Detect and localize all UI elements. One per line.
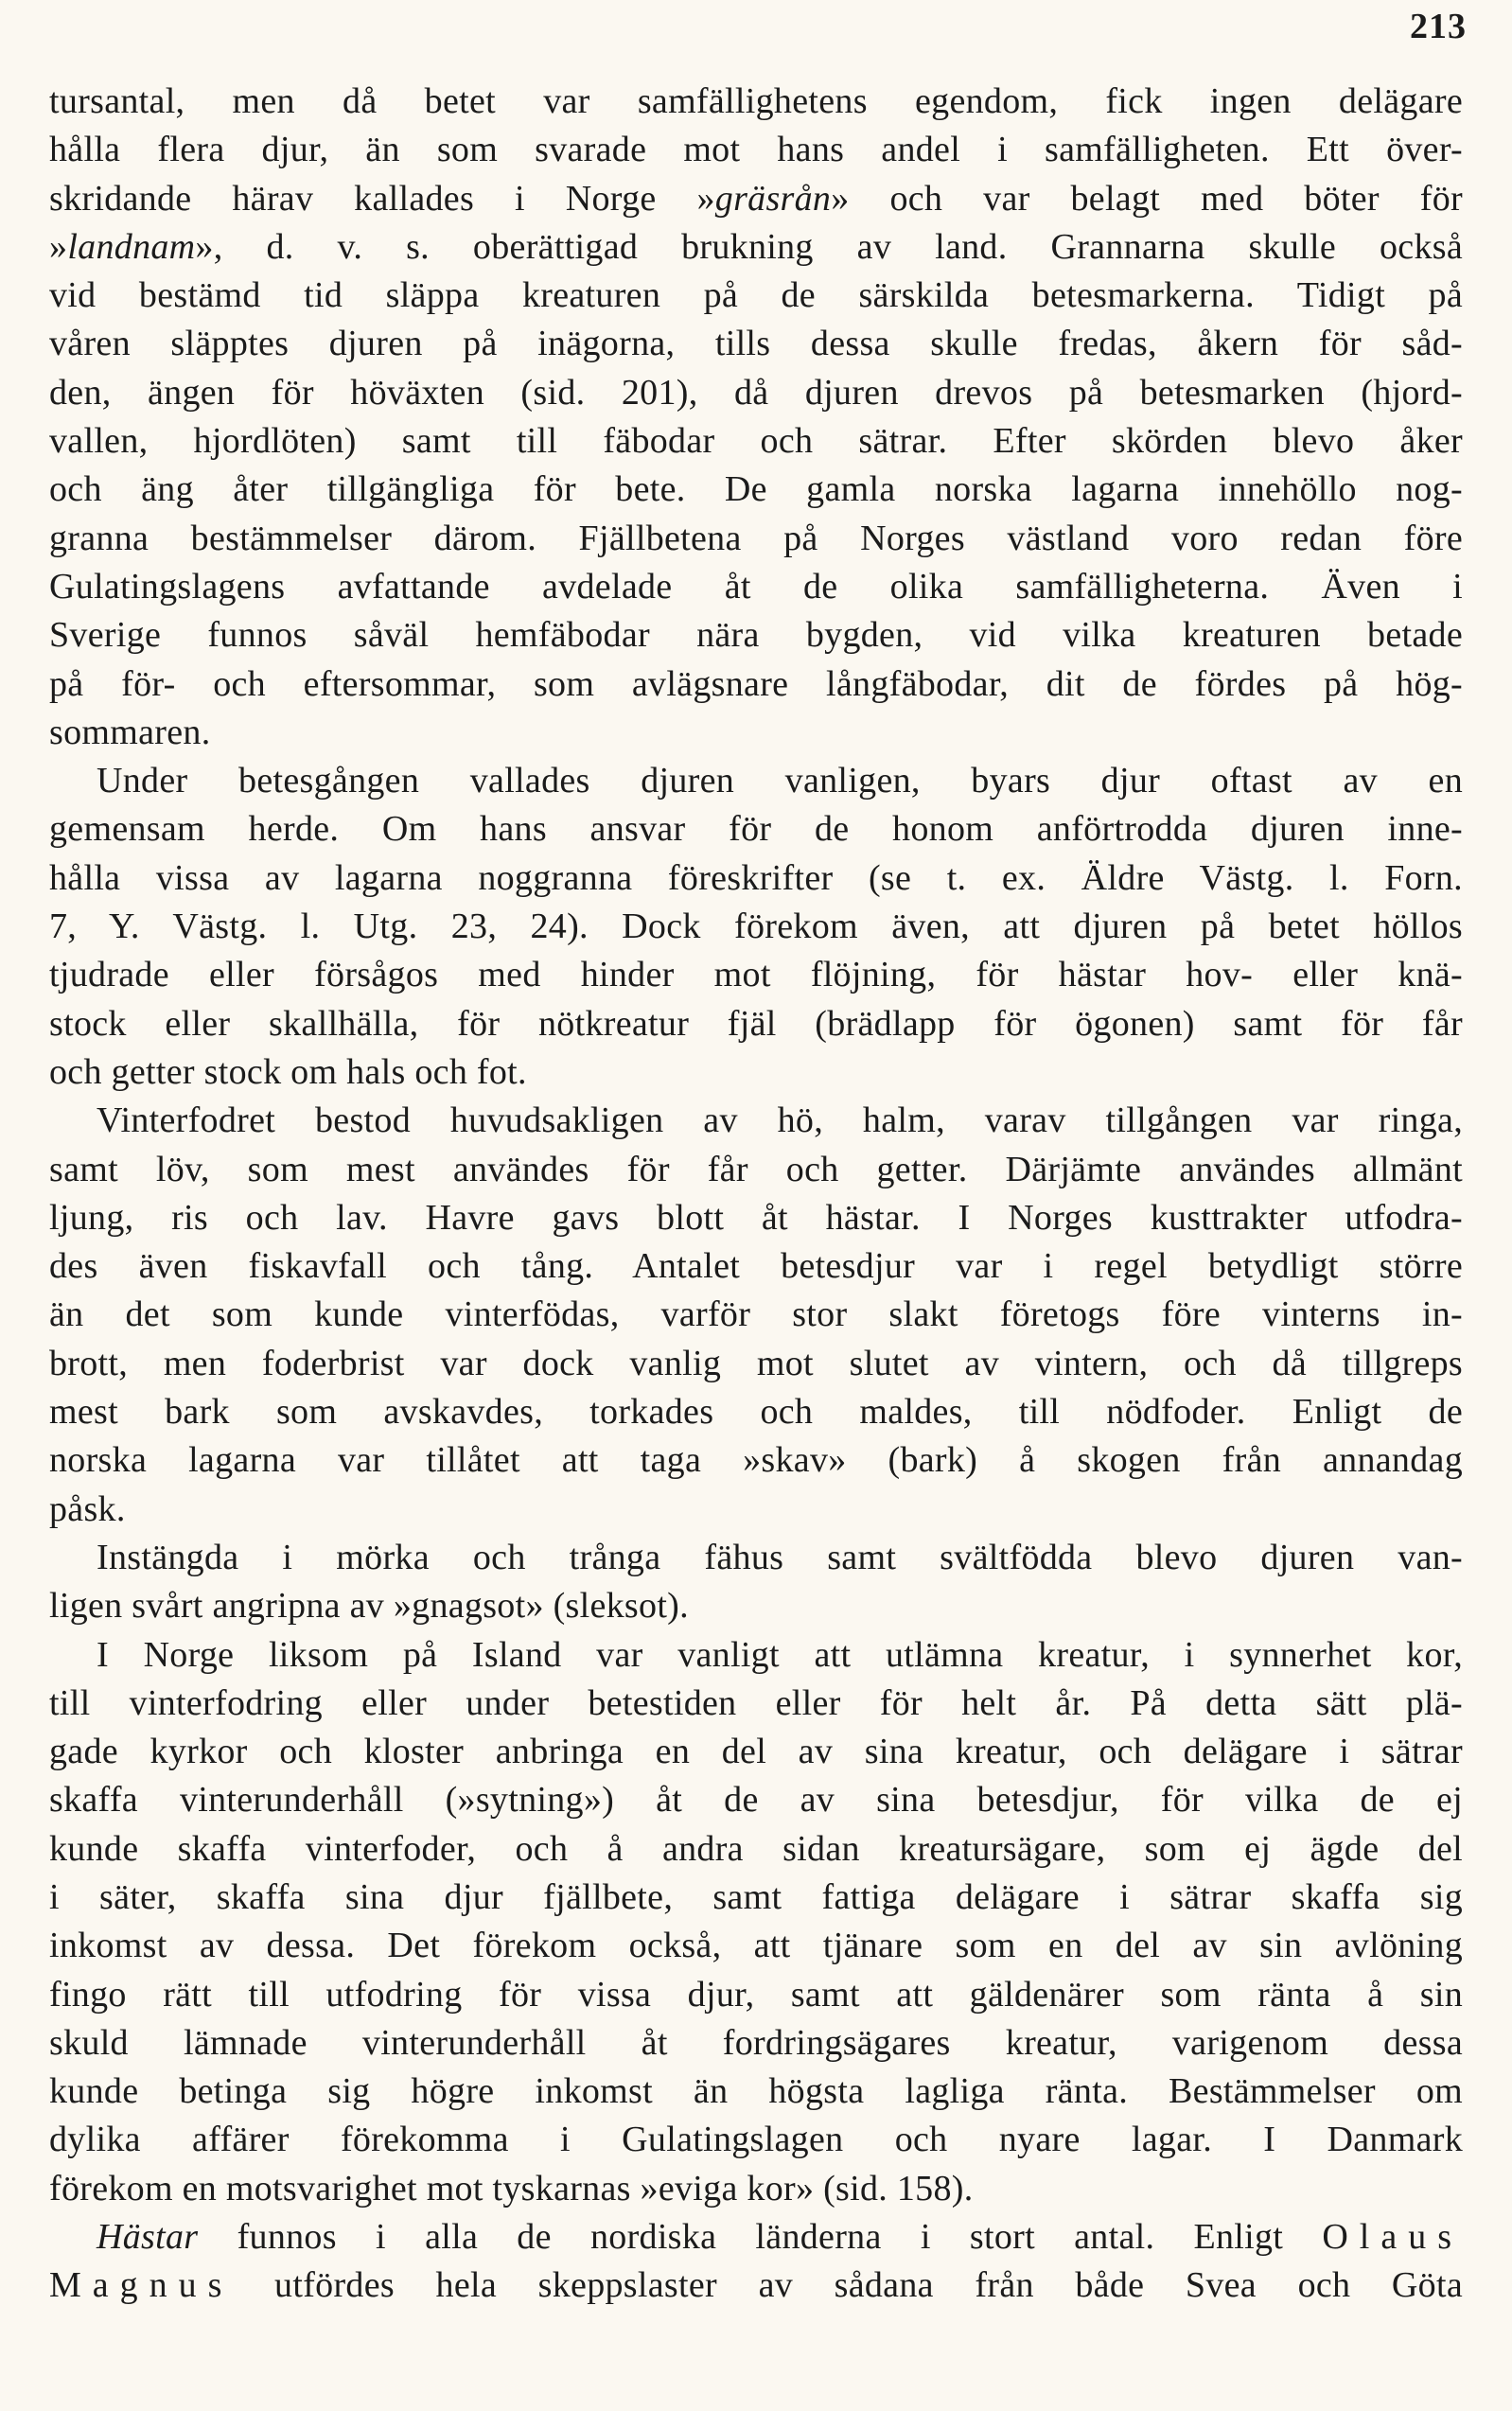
text-segment: gemensam herde. Om hans ansvar för de honom anförtrodda djuren inne-: [49, 809, 1463, 850]
text-line: [49, 1825, 1463, 1874]
text-segment: inkomst av dessa. Det förekom också, att tjänare som en del av sin avlöning: [49, 1926, 1463, 1966]
text-segment: kunde betinga sig högre inkomst än högsta lagliga ränta. Bestämmelser om: [49, 2071, 1463, 2112]
text-segment: »: [49, 226, 68, 267]
text-segment: tjudrade eller försågos med hinder mot flöjning, för hästar hov- eller knä-: [49, 955, 1463, 995]
text-segment: våren släpptes djuren på inägorna, tills dessa skulle fredas, åkern för såd-: [49, 324, 1463, 364]
text-line: [49, 1680, 1463, 1728]
text-segment: i säter, skaffa sina djur fjällbete, samt fattiga delägare i sätrar skaffa sig: [49, 1876, 1463, 1917]
text-line: [49, 1242, 1463, 1291]
text-line: [49, 2213, 1463, 2261]
text-line: [49, 805, 1463, 854]
text-segment: », d. v. s. oberättigad brukning av land. Grannarna skulle också: [195, 226, 1463, 267]
text-line: [49, 757, 1463, 805]
text-line: [49, 175, 1463, 223]
text-line: [49, 1436, 1463, 1485]
text-segment: funnos i alla de nordiska länderna i stort antal. Enligt: [198, 2217, 1323, 2258]
text-line: [49, 1971, 1463, 2019]
text-line: [49, 1388, 1463, 1436]
spaced-name: Olaus: [1322, 2217, 1463, 2258]
text-segment: mest bark som avskavdes, torkades och maldes, till nödfoder. Enligt de: [49, 1392, 1463, 1433]
text-line: [49, 126, 1463, 174]
text-segment: skaffa vinterunderhåll (»sytning») åt de av sina betesdjur, för vilka de ej: [49, 1780, 1463, 1821]
text-segment: till vinterfodring eller under betestiden eller för helt år. På detta sätt plä-: [49, 1682, 1463, 1723]
text-segment: samt löv, som mest användes för får och getter. Därjämte användes allmänt: [49, 1149, 1463, 1189]
text-line: [49, 515, 1463, 563]
text-segment: ljung, ris och lav. Havre gavs blott åt hästar. I Norges kusttrakter utfodra-: [49, 1197, 1463, 1238]
text-line: [49, 2116, 1463, 2164]
italic-text: gräsrån: [714, 178, 832, 219]
text-line: [49, 1874, 1463, 1922]
text-line: [49, 1194, 1463, 1242]
text-segment: skuld lämnade vinterunderhåll åt fordringsägares kreatur, varigenom dessa: [49, 2022, 1463, 2063]
text-line: [49, 2165, 1463, 2213]
text-line: [49, 951, 1463, 999]
text-line: [49, 1534, 1463, 1582]
page-number: 213: [1410, 7, 1467, 46]
text-segment: brott, men foderbrist var dock vanlig mot slutet av vintern, och då tillgreps: [49, 1343, 1463, 1383]
text-line: [49, 466, 1463, 514]
text-line: [49, 1776, 1463, 1824]
text-line: [49, 1728, 1463, 1776]
text-segment: dylika affärer förekomma i Gulatingslagen och nyare lagar. I Danmark: [49, 2120, 1463, 2160]
italic-text: Hästar: [97, 2217, 199, 2258]
text-segment: des även fiskavfall och tång. Antalet betesdjur var i regel betydligt större: [49, 1246, 1463, 1287]
text-segment: Under betesgången vallades djuren vanligen, byars djur oftast av en: [97, 761, 1463, 801]
text-line: [49, 903, 1463, 951]
text-line: [49, 1097, 1463, 1145]
text-line: [49, 709, 1463, 757]
text-segment: vallen, hjordlöten) samt till fäbodar och sätrar. Efter skörden blevo åker: [49, 421, 1463, 462]
text-line: [49, 1582, 1463, 1630]
text-segment: och äng åter tillgängliga för bete. De gamla norska lagarna innehöllo nog-: [49, 469, 1463, 510]
text-segment: I Norge liksom på Island var vanligt att utlämna kreatur, i synnerhet kor,: [97, 1634, 1463, 1675]
text-line: [49, 1000, 1463, 1048]
text-line: [49, 272, 1463, 320]
text-line: [49, 78, 1463, 126]
text-line: [49, 1146, 1463, 1194]
body-text: [49, 78, 1463, 2311]
text-segment: på för- och eftersommar, som avlägsnare långfäbodar, dit de fördes på hög-: [49, 663, 1463, 704]
text-line: [49, 2019, 1463, 2068]
text-segment: hålla flera djur, än som svarade mot hans andel i samfälligheten. Ett över-: [49, 130, 1463, 170]
text-line: [49, 1922, 1463, 1970]
text-line: [49, 369, 1463, 417]
text-line: [49, 223, 1463, 272]
text-segment: skridande härav kallades i Norge »: [49, 178, 715, 219]
text-segment: förekom en motsvarighet mot tyskarnas »eviga kor» (sid. 158).: [49, 2168, 974, 2209]
text-segment: tursantal, men då betet var samfällighetens egendom, fick ingen delägare: [49, 81, 1463, 121]
text-segment: utfördes hela skeppslaster av sådana från både Svea och Göta: [233, 2265, 1463, 2306]
text-line: [49, 1291, 1463, 1339]
text-line: [49, 563, 1463, 611]
text-line: [49, 1486, 1463, 1534]
text-segment: sommaren.: [49, 712, 211, 752]
text-segment: den, ängen för höväxten (sid. 201), då djuren drevos på betesmarken (hjord-: [49, 372, 1463, 413]
text-segment: ligen svårt angripna av »gnagsot» (sleksot).: [49, 1586, 689, 1627]
text-segment: och getter stock om hals och fot.: [49, 1051, 527, 1092]
italic-text: landnam: [67, 226, 196, 267]
text-segment: än det som kunde vinterfödas, varför stor slakt företogs före vinterns in-: [49, 1294, 1463, 1335]
text-segment: Instängda i mörka och trånga fähus samt svältfödda blevo djuren van-: [97, 1537, 1463, 1577]
text-segment: Sverige funnos såväl hemfäbodar nära bygden, vid vilka kreaturen betade: [49, 615, 1463, 656]
text-line: [49, 320, 1463, 368]
text-segment: vid bestämd tid släppa kreaturen på de särskilda betesmarkerna. Tidigt på: [49, 275, 1463, 316]
text-segment: » och var belagt med böter för: [831, 178, 1464, 219]
text-line: [49, 854, 1463, 903]
text-line: [49, 2068, 1463, 2116]
text-segment: hålla vissa av lagarna noggranna föreskrifter (se t. ex. Äldre Västg. l. Forn.: [49, 857, 1463, 898]
text-line: [49, 660, 1463, 709]
text-segment: kunde skaffa vinterfoder, och å andra sidan kreatursägare, som ej ägde del: [49, 1828, 1463, 1869]
spaced-name: Magnus: [49, 2265, 234, 2306]
text-segment: Gulatingslagens avfattande avdelade åt de olika samfälligheterna. Även i: [49, 566, 1463, 607]
text-line: [49, 1340, 1463, 1388]
text-segment: fingo rätt till utfodring för vissa djur, samt att gäldenärer som ränta å sin: [49, 1974, 1463, 2015]
text-segment: Vinterfodret bestod huvudsakligen av hö, halm, varav tillgången var ringa,: [97, 1100, 1463, 1141]
text-segment: påsk.: [49, 1488, 126, 1529]
text-line: [49, 1048, 1463, 1097]
text-line: [49, 1631, 1463, 1680]
text-line: [49, 611, 1463, 660]
text-line: [49, 2261, 1463, 2310]
text-line: [49, 417, 1463, 466]
text-segment: granna bestämmelser därom. Fjällbetena på Norges västland voro redan före: [49, 518, 1463, 558]
text-segment: norska lagarna var tillåtet att taga »skav» (bark) å skogen från annandag: [49, 1440, 1463, 1481]
text-segment: 7, Y. Västg. l. Utg. 23, 24). Dock förekom även, att djuren på betet höllos: [49, 906, 1463, 947]
text-segment: stock eller skallhälla, för nötkreatur fjäl (brädlapp för ögonen) samt för får: [49, 1003, 1463, 1044]
text-segment: gade kyrkor och kloster anbringa en del av sina kreatur, och delägare i sätrar: [49, 1732, 1463, 1772]
